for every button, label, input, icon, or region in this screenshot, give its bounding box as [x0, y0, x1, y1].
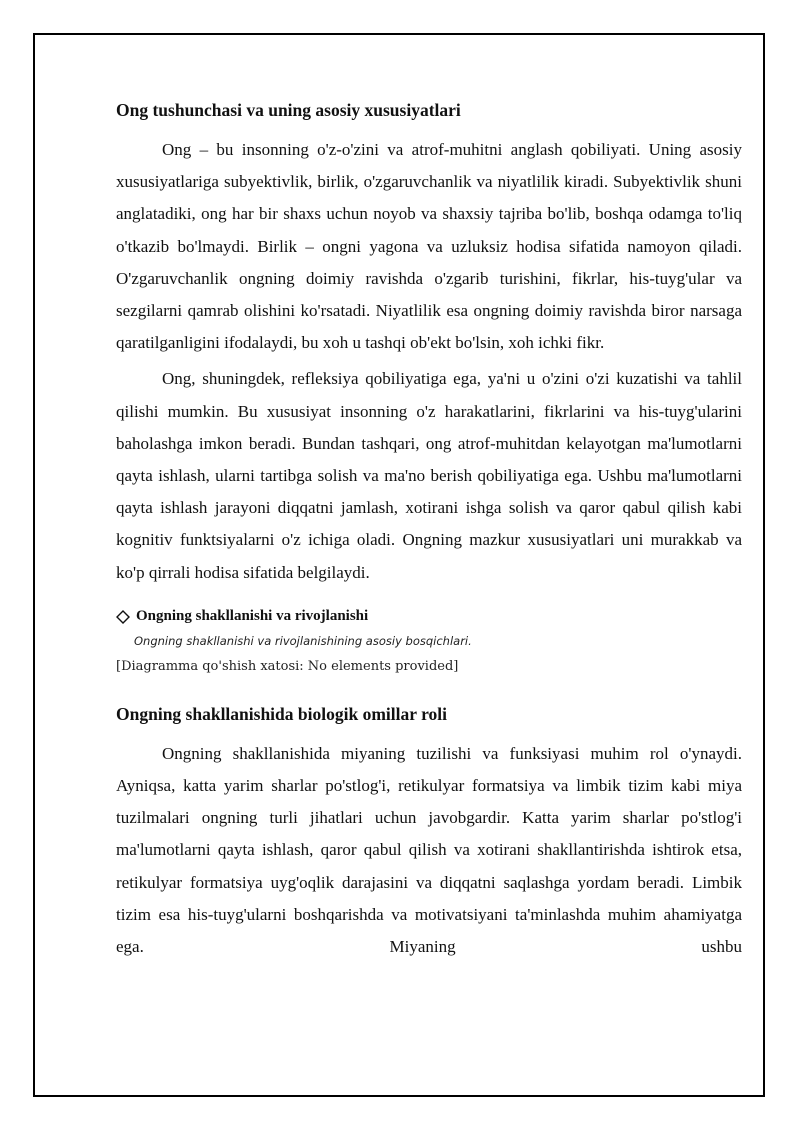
section-biologik-omillar	[116, 702, 742, 963]
section-heading-ong-tushunchasi: Ong tushunchasi va uning asosiy xususiyatlari	[116, 100, 461, 120]
paragraph-ong-definition: Ong – bu insonning o'z-o'zini va atrof-muhitni anglash qobiliyati. Uning asosiy xususiyatlariga subyektivlik, birlik, o'zgaruvchanlik va niyatlilik kiradi. Subyektivlik shuni anglatadiki, ong har bir shaxs uchun noyob va shaxsiy tajriba bo'lib, boshqa odamga to'liq o'tkazib bo'lmaydi. Birlik – ongni yagona va uzluksiz hodisa sifatida namoyon qiladi. O'zgaruvchanlik ongning doimiy ravishda o'zgarib turishini, fikrlar, his-tuyg'ular va sezgilarni qamrab olishini ko'rsatadi. Niyatlilik esa ongning doimiy ravishda biror narsaga qaratilganligini ifodalaydi, bu xoh u tashqi ob'ekt bo'lsin, xoh ichki fikr.	[116, 140, 742, 353]
diagram-placeholder	[116, 605, 742, 677]
diagram-title-row	[116, 605, 742, 627]
document-body	[116, 98, 742, 967]
diagram-title: Ongning shakllanishi va rivojlanishi	[136, 607, 369, 624]
diagram-error-message: [Diagramma qo'shish xatosi: No elements provided]	[116, 658, 459, 674]
diamond-icon	[116, 609, 130, 623]
paragraph-ong-refleksiya: Ong, shuningdek, refleksiya qobiliyatiga ega, ya'ni u o'zini o'zi kuzatishi va tahlil qilishi mumkin. Bu xususiyat insonning o'z harakatlarini, fikrlarini va his-tuyg'ularini baholashga imkon beradi. Bundan tashqari, ong atrof-muhitdan kelayotgan ma'lumotlarni qayta ishlash, ularni tartibga solish va ma'no berish qobiliyatiga ega. Ushbu ma'lumotlarni qayta ishlash jarayoni diqqatni jamlash, xotirani ishga solish va qaror qabul qilish kabi kognitiv funktsiyalarni o'z ichiga oladi. Ongning mazkur xususiyatlari uni murakkab va ko'p qirrali hodisa sifatida belgilaydi.	[116, 369, 742, 582]
section-heading-biologik-omillar: Ongning shakllanishida biologik omillar roli	[116, 703, 447, 724]
paragraph-miya-tuzilishi: Ongning shakllanishida miyaning tuzilishi va funksiyasi muhim rol o'ynaydi. Ayniqsa, katta yarim sharlar po'stlog'i, retikulyar formatsiya va limbik tizim kabi miya tuzilmalari ongning turli jihatlari uchun javobgardir. Katta yarim sharlar po'stlog'i ma'lumotlarni qayta ishlash, qaror qabul qilish va xotirani shakllantirishda ishtirok etsa, retikulyar formatsiya uyg'oqlik darajasini va diqqatni saqlashga yordam beradi. Limbik tizim esa his-tuyg'ularni boshqarishda va motivatsiyani ta'minlashda muhim ahamiyatga ega. Miyaning ushbu	[116, 743, 742, 957]
diagram-caption: Ongning shakllanishi va rivojlanishining asosiy bosqichlari.	[134, 633, 472, 648]
